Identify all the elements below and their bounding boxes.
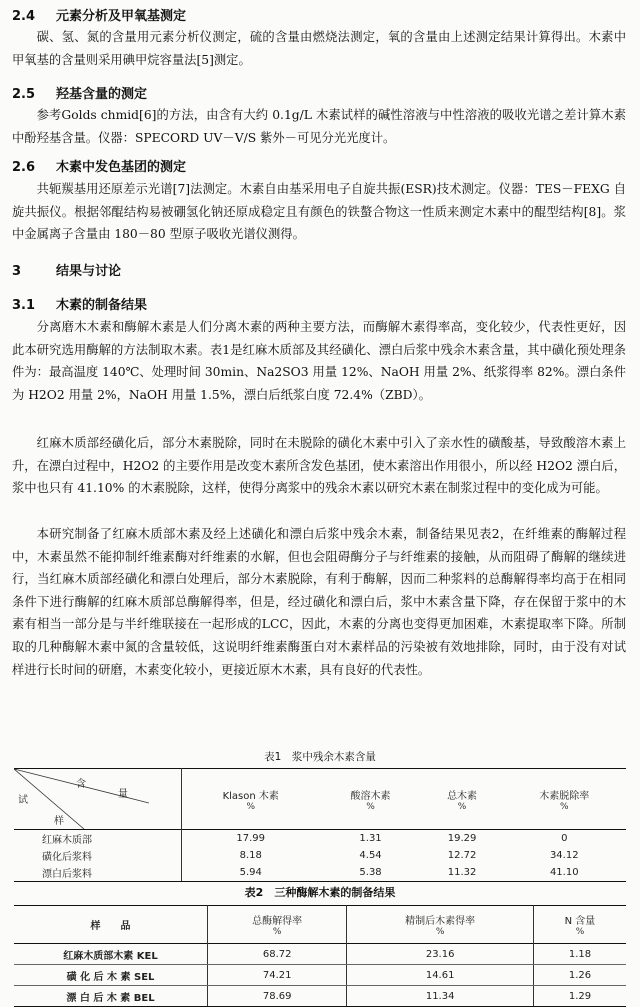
- table-cell: 4.54: [359, 850, 382, 861]
- table-header-row: [14, 769, 626, 830]
- section-heading-3: 3 结果与讨论: [12, 264, 122, 279]
- column-header: 总木素 %: [447, 790, 478, 812]
- table-cell: 8.18: [239, 850, 262, 861]
- section-heading-2-5: 2.5 羟基含量的测定: [12, 87, 148, 102]
- paragraph-results: 本研究制备了红麻木质部木素及经上述磺化和漂白后浆中残余木素，制备结果见表2，在纤维素的酶解过程中，木素虽然不能抑制纤维素酶对纤维素的水解，但也会阻碍酶分子与纤维素的接触，从而阻碍了酶解的继续进行，当红麻木质部经磺化和漂白处理后，部分木素脱除，有利于酶解，因而二种浆料的总酶解得率均高于在相同条件下进行酶解的红麻木质部总酶解得率，但是，经过磺化和漂白后，浆中木素含量下降，存在保留于浆中的木素有相当一部分是与半纤维联接在一起形成的LCC，因此，木素的分离也变得更加困难，木素提取率下降。所制取的几种酶解木素中氮的含量较低，这说明纤维素酶蛋白对木素样品的污染被有效地排除，同时，由于没有对试样进行长时间的研磨，木素变化较小，更接近原木木素，具有良好的代表性。: [12, 527, 626, 677]
- corner-label-mid: 量: [118, 789, 128, 800]
- table-cell: 12.72: [447, 850, 477, 861]
- table-cell: 1.29: [533, 986, 626, 1007]
- section-heading-2-4: 2.4 元素分析及甲氧基测定: [12, 9, 187, 24]
- section-heading-3-1: 3.1 木素的制备结果: [12, 298, 148, 313]
- table-cell: 5.38: [319, 864, 421, 882]
- table-cell: 78.69: [208, 986, 347, 1007]
- column-header: 总酶解得率 %: [208, 906, 347, 944]
- table-header-row: [14, 906, 626, 944]
- paragraph-hydroxyl: 参考Golds chmid[6]的方法，由含有大约 0.1g/L 木素试样的碱性溶液与中性溶液的吸收光谱之差计算木素中酚羟基含量。仪器：SPECORD UV－V/S 紫外－可见分光光度计。: [12, 108, 626, 145]
- row-label: 红麻木质部木素 KEL: [14, 944, 208, 965]
- row-label: 红麻木质部: [14, 830, 182, 848]
- row-label: 磺化后浆料: [14, 847, 182, 864]
- corner-label-left: 试: [18, 795, 28, 806]
- table-row: [14, 864, 626, 882]
- paragraph-preparation: 分离磨木木素和酶解木素是人们分离木素的两种主要方法，而酶解木素得率高，变化较少，代表性更好，因此本研究选用酶解的方法制取木素。表1是红麻木质部及其经磺化、漂白后浆中残余木素含量，其中磺化预处理条件为：最高温度 140℃、处理时间 30min、Na2SO3 用量 12%、NaOH 用量 2%、纸浆得率 82%。漂白条件为 H2O2 用量 2%，NaOH 用量 1.5%，漂白后纸浆白度 72.4%（ZBD）。: [12, 320, 626, 402]
- table-cell: 41.10: [503, 864, 626, 882]
- table-cell: 1.26: [533, 965, 626, 986]
- table-row: [14, 986, 626, 1007]
- table-row: [14, 847, 626, 864]
- table-cell: 19.29: [447, 833, 477, 844]
- table-cell: 11.32: [422, 864, 503, 882]
- table-cell: 23.16: [347, 944, 534, 965]
- table-cell: 1.31: [359, 833, 382, 844]
- table-corner-cell: [14, 769, 182, 830]
- table-residual-lignin: [14, 768, 626, 882]
- paragraph-element-analysis: 碳、氢、氮的含量用元素分析仪测定，硫的含量由燃烧法测定，氧的含量由上述测定结果计算得出。木素中甲氧基的含量则采用碘甲烷容量法[5]测定。: [12, 30, 626, 67]
- table-cell: 17.99: [236, 833, 266, 844]
- table1-caption: 表1 浆中残余木素含量: [264, 751, 376, 763]
- corner-label-bottom: 样: [54, 816, 64, 827]
- table-cell: 34.12: [549, 850, 579, 861]
- column-header: Klason 木素 %: [222, 790, 279, 812]
- row-label: 磺 化 后 木 素 SEL: [14, 965, 208, 986]
- column-header: N 含量 %: [564, 916, 596, 937]
- row-label: 漂白后浆料: [14, 864, 182, 882]
- table-row: [14, 965, 626, 986]
- section-heading-2-6: 2.6 木素中发色基团的测定: [12, 160, 187, 175]
- table-cell: 11.34: [347, 986, 534, 1007]
- table-row: [14, 944, 626, 965]
- paragraph-sulfonation: 红麻木质部经磺化后，部分木素脱除，同时在未脱除的磺化木素中引入了亲水性的磺酸基，导致酸溶木素上升，在漂白过程中，H2O2 的主要作用是改变木素所含发色基团，使木素溶出作用很小，所以经 H2O2 漂白后，浆中也只有 41.10% 的木素脱除，这样，使得分离浆中的残余木素以研究木素在制浆过程中的变化成为可能。: [12, 436, 626, 496]
- column-header-sample: 样 品: [14, 906, 208, 944]
- table-cell: 68.72: [208, 944, 347, 965]
- row-label: 漂 白 后 木 素 BEL: [14, 986, 208, 1007]
- table-cell: 14.61: [347, 965, 534, 986]
- table-row: [14, 830, 626, 848]
- table2-caption: 表2 三种酶解木素的制备结果: [244, 886, 396, 899]
- table-cell: 0: [561, 833, 568, 844]
- column-header: 木素脱除率 %: [539, 790, 590, 812]
- column-header: 精制后木素得率 %: [347, 906, 534, 944]
- table-enzymatic-lignin: [14, 905, 626, 1007]
- column-header: 酸溶木素 %: [350, 790, 391, 812]
- table-cell: 74.21: [208, 965, 347, 986]
- paragraph-chromophore: 共轭羰基用还原差示光谱[7]法测定。木素自由基采用电子自旋共振(ESR)技术测定。仪器：TES－FEXG 自旋共振仪。根据邻醌结构易被硼氢化钠还原成稳定且有颜色的铁螯合物这一性质来测定木素中的醌型结构[8]。浆中金属离子含量由 180－80 型原子吸收光谱仪测得。: [12, 182, 626, 242]
- corner-label-top: 含: [76, 779, 86, 790]
- table-cell: 5.94: [182, 864, 320, 882]
- table-cell: 1.18: [533, 944, 626, 965]
